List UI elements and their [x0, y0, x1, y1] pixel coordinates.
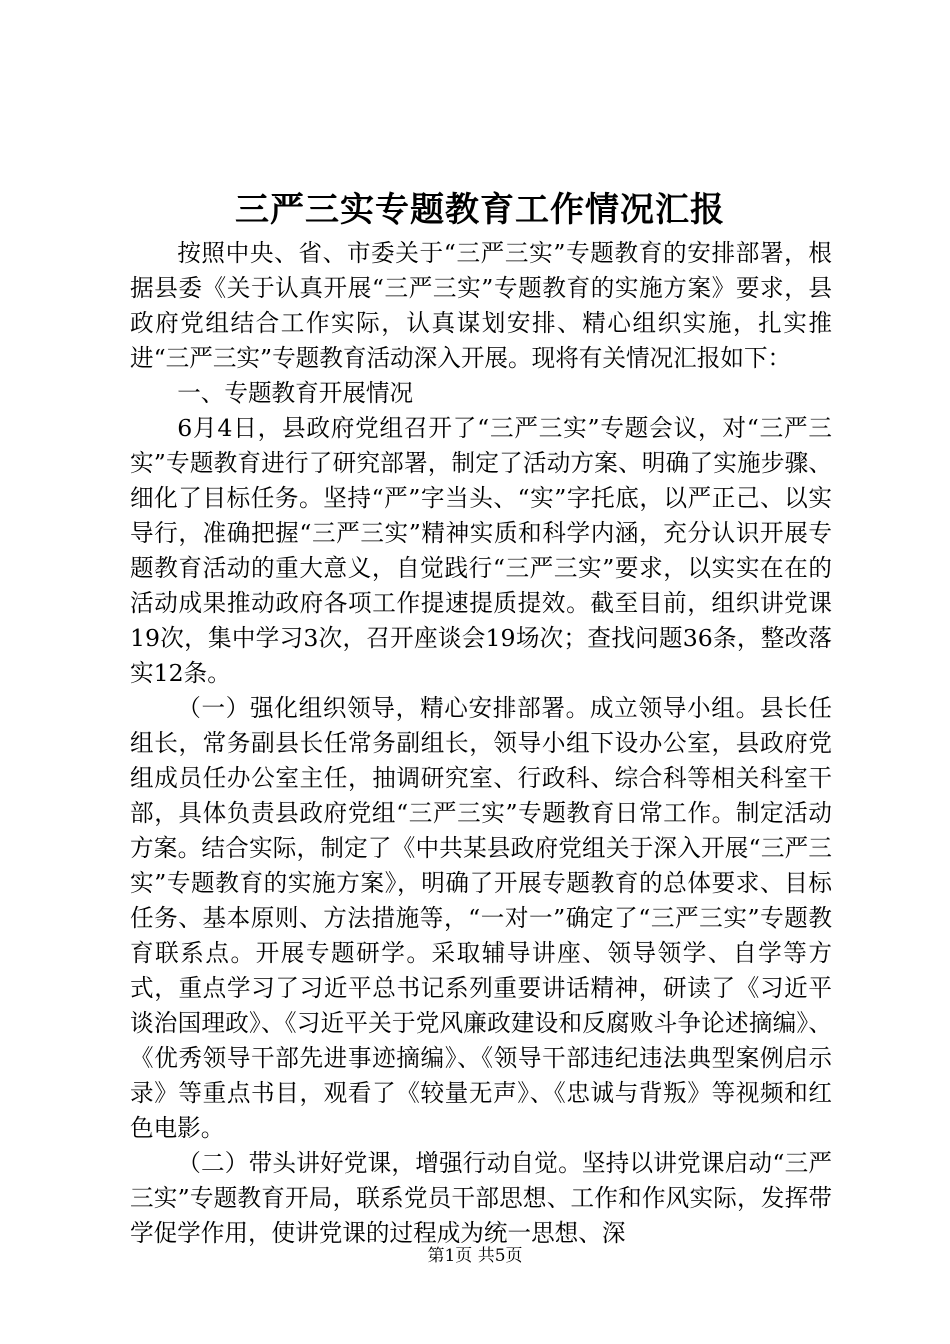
body-paragraph: 6月4日，县政府党组召开了“三严三实”专题会议，对“三严三实”专题教育进行了研究部署，制定了活动方案、明确了实施步骤、细化了目标任务。坚持“严”字当头、“实”字托底，以严正己、以实导行，准确把握“三严三实”精神实质和科学内涵，充分认识开展专题教育活动的重大意义，自觉践行“三严三实”要求，以实实在在的活动成果推动政府各项工作提速提质提效。截至目前，组织讲党课19次，集中学习3次，召开座谈会19场次；查找问题36条，整改落实12条。 [130, 414, 832, 687]
body-paragraph: （一）强化组织领导，精心安排部署。成立领导小组。县长任组长，常务副县长任常务副组长，领导小组下设办公室，县政府党组成员任办公室主任，抽调研究室、行政科、综合科等相关科室干部，具体负责县政府党组“三严三实”专题教育日常工作。制定活动方案。结合实际，制定了《中共某县政府党组关于深入开展“三严三实”专题教育的实施方案》，明确了开展专题教育的总体要求、目标任务、基本原则、方法措施等，“一对一”确定了“三严三实”专题教育联系点。开展专题研学。采取辅导讲座、领导领学、自学等方式，重点学习了习近平总书记系列重要讲话精神，研读了《习近平谈治国理政》、《习近平关于党风廉政建设和反腐败斗争论述摘编》、《优秀领导干部先进事迹摘编》、《领导干部违纪违法典型案例启示录》等重点书目，观看了《较量无声》、《忠诚与背叛》等视频和红色电影。 [130, 694, 832, 1142]
section-heading: 一、专题教育开展情况 [177, 379, 414, 407]
intro-paragraph: 按照中央、省、市委关于“三严三实”专题教育的安排部署，根据县委《关于认真开展“三严三实”专题教育的实施方案》要求，县政府党组结合工作实际，认真谋划安排、精心组织实施，扎实推进“三严三实”专题教育活动深入开展。现将有关情况汇报如下： [130, 239, 832, 372]
document-title: 三严三实专题教育工作情况汇报 [235, 190, 725, 230]
body-paragraph: （二）带头讲好党课，增强行动自觉。坚持以讲党课启动“三严三实”专题教育开局，联系党员干部思想、工作和作风实际，发挥带学促学作用，使讲党课的过程成为统一思想、深 [130, 1149, 832, 1247]
document-body [130, 236, 832, 1251]
page-number: 第1页 共5页 [427, 1246, 523, 1266]
